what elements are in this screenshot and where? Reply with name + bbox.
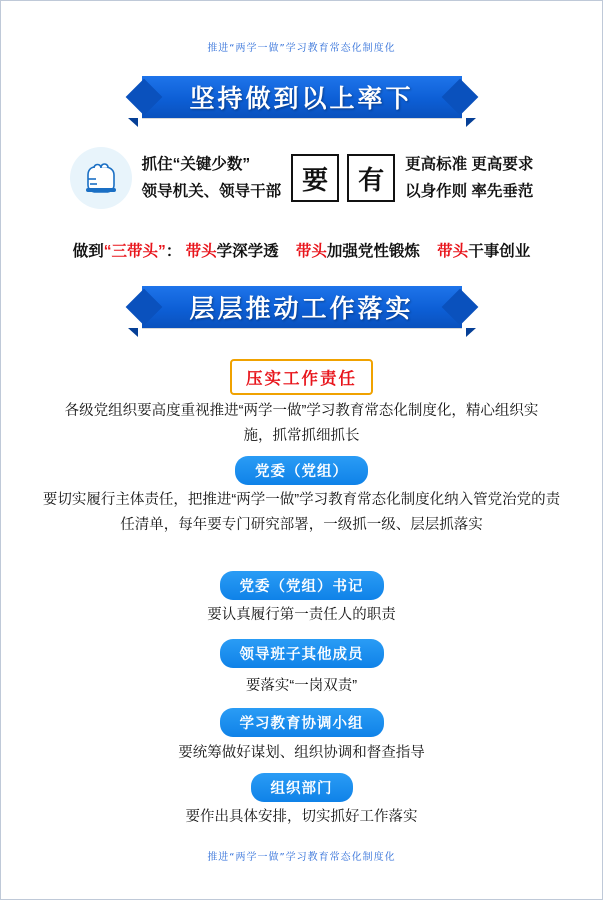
responsibility-intro: 各级党组织要高度重视推进“两学一做”学习教育常态化制度化，精心组织实施，抓常抓细抓长 <box>64 403 539 445</box>
banner-tail-right <box>466 118 476 127</box>
three-leads-3-rest: 干事创业 <box>468 243 531 260</box>
key-minority-row <box>1 147 602 209</box>
char-box-yao: 要 <box>291 154 339 202</box>
banner-2-tail-right <box>466 328 476 337</box>
watermark-bottom: 推进“两学一做”学习教育常态化制度化 <box>207 852 396 863</box>
three-leads-row <box>1 239 602 261</box>
key-minority-lines <box>142 151 282 205</box>
label-party-committee <box>1 456 602 485</box>
responsibility-title-text: 压实工作责任 <box>230 359 373 395</box>
fist-icon <box>70 147 132 209</box>
section-2-banner <box>142 286 462 328</box>
watermark-top: 推进“两学一做”学习教育常态化制度化 <box>207 43 396 54</box>
banner-tail-left <box>128 118 138 127</box>
label-other-members-text: 领导班子其他成员 <box>220 639 384 668</box>
standards-line-2: 以身作则 率先垂范 <box>405 183 534 200</box>
banner-2-tail-left <box>128 328 138 337</box>
key-minority-line-2: 领导机关、领导干部 <box>141 183 282 200</box>
three-leads-key: “三带头” <box>103 243 166 260</box>
text-organization-dept: 要作出具体安排，切实抓好工作落实 <box>185 809 418 825</box>
key-minority-line-1: 抓住“关键少数” <box>141 155 251 173</box>
char-box-you: 有 <box>347 154 395 202</box>
label-party-secretary <box>1 571 602 600</box>
text-other-members: 要落实“一岗双责” <box>245 678 358 694</box>
text-party-committee: 要切实履行主体责任，把推进“两学一做”学习教育常态化制度化纳入管党治党的责任清单，每年要专门研究部署，一级抓一级、层层抓落实 <box>42 492 561 533</box>
label-other-members <box>1 639 602 668</box>
label-organization-dept <box>1 773 602 802</box>
label-organization-dept-text: 组织部门 <box>251 773 353 802</box>
three-leads-2-rest: 加强党性锻炼 <box>326 243 420 260</box>
label-party-secretary-text: 党委（党组）书记 <box>220 571 384 600</box>
text-coordination-group: 要统筹做好谋划、组织协调和督查指导 <box>178 745 425 761</box>
three-leads-1-rest: 学深学透 <box>216 243 279 260</box>
standards-lines <box>405 151 533 205</box>
three-leads-colon: ： <box>165 243 182 260</box>
three-leads-3-red: 带头 <box>437 243 469 260</box>
label-coordination-group <box>1 708 602 737</box>
section-1 <box>1 76 602 118</box>
three-leads-2-red: 带头 <box>295 243 327 260</box>
section-2 <box>1 286 602 328</box>
standards-line-1: 更高标准 更高要求 <box>405 155 534 173</box>
label-party-committee-text: 党委（党组） <box>235 456 368 485</box>
three-leads-1-red: 带头 <box>185 243 217 260</box>
section-2-title: 层层推动工作落实 <box>189 294 414 323</box>
section-1-title: 坚持做到以上率下 <box>189 84 414 113</box>
three-leads-lead: 做到 <box>72 243 104 260</box>
label-coordination-group-text: 学习教育协调小组 <box>220 708 384 737</box>
text-party-secretary: 要认真履行第一责任人的职责 <box>207 607 396 623</box>
responsibility-title <box>1 359 602 395</box>
yao-you-boxes <box>291 154 395 202</box>
section-1-banner <box>142 76 462 118</box>
